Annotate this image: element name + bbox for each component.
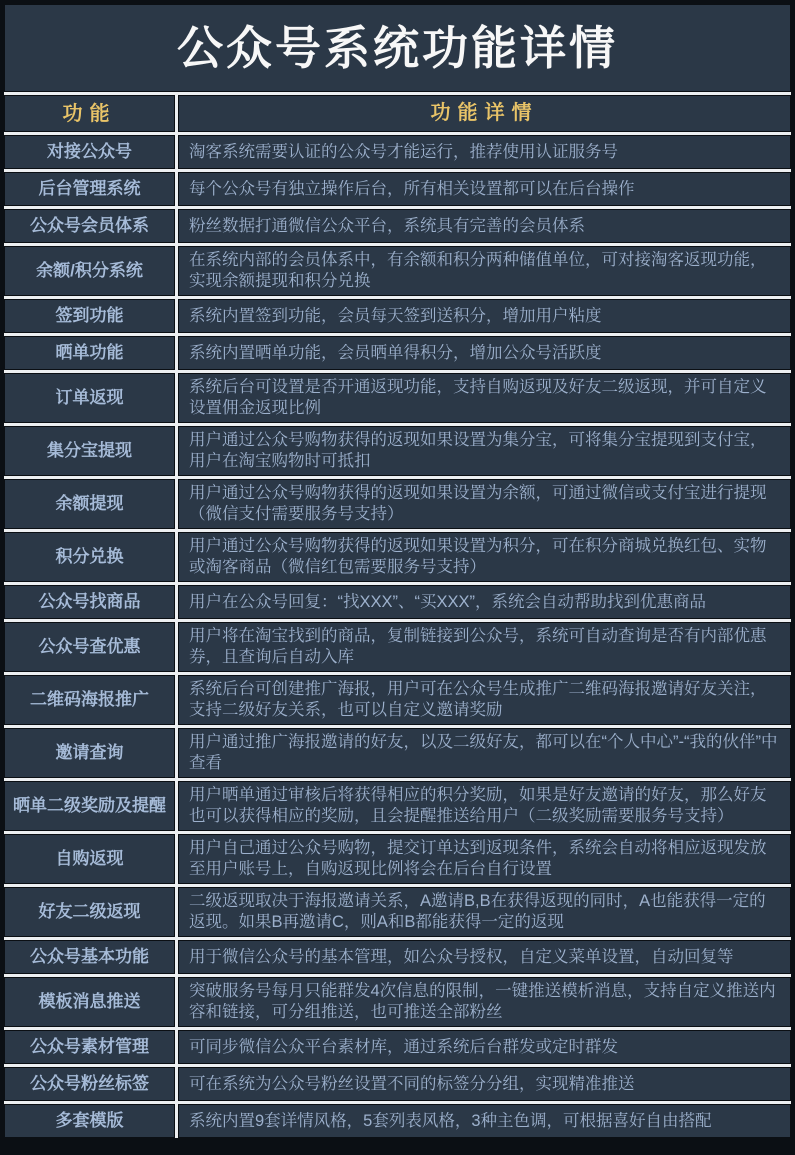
table-row xyxy=(4,373,791,423)
table-row xyxy=(4,728,791,778)
feature-cell: 余额提现 xyxy=(4,479,175,529)
detail-cell: 用户自己通过公众号购物，提交订单达到返现条件，系统会自动将相应返现发放至用户账号上，自购返现比例将会在后台自行设置 xyxy=(178,834,791,884)
detail-cell: 系统内置9套详情风格，5套列表风格，3种主色调，可根据喜好自由搭配 xyxy=(178,1104,791,1138)
table-header-row xyxy=(4,95,791,132)
feature-cell: 公众号粉丝标签 xyxy=(4,1067,175,1101)
table-row xyxy=(4,209,791,243)
table-row xyxy=(4,1067,791,1101)
detail-cell: 系统内置晒单功能，会员晒单得积分，增加公众号活跃度 xyxy=(178,336,791,370)
table-row xyxy=(4,977,791,1027)
detail-cell: 可在系统为公众号粉丝设置不同的标签分分组，实现精准推送 xyxy=(178,1067,791,1101)
detail-cell: 二级返现取决于海报邀请关系，A邀请B,B在获得返现的同时，A也能获得一定的返现。如果B再邀请C，则A和B都能获得一定的返现 xyxy=(178,887,791,937)
table-row xyxy=(4,887,791,937)
feature-cell: 公众号会员体系 xyxy=(4,209,175,243)
feature-cell: 公众号基本功能 xyxy=(4,940,175,974)
detail-cell: 系统后台可创建推广海报，用户可在公众号生成推广二维码海报邀请好友关注，支持二级好友关系，也可以自定义邀请奖励 xyxy=(178,675,791,725)
feature-cell: 积分兑换 xyxy=(4,532,175,582)
feature-cell: 后台管理系统 xyxy=(4,172,175,206)
table-row xyxy=(4,336,791,370)
table-row xyxy=(4,834,791,884)
detail-cell: 用户将在淘宝找到的商品，复制链接到公众号，系统可自动查询是否有内部优惠券，且查询后自动入库 xyxy=(178,622,791,672)
column-header-detail: 功能详情 xyxy=(178,95,791,132)
feature-cell: 自购返现 xyxy=(4,834,175,884)
feature-cell: 模板消息推送 xyxy=(4,977,175,1027)
feature-cell: 公众号素材管理 xyxy=(4,1030,175,1064)
feature-cell: 晒单功能 xyxy=(4,336,175,370)
table-row xyxy=(4,585,791,619)
table-row xyxy=(4,940,791,974)
detail-cell: 淘客系统需要认证的公众号才能运行，推荐使用认证服务号 xyxy=(178,135,791,169)
detail-cell: 用户在公众号回复：“找XXX”、“买XXX”，系统会自动帮助找到优惠商品 xyxy=(178,585,791,619)
table-row xyxy=(4,1104,791,1138)
feature-cell: 公众号查优惠 xyxy=(4,622,175,672)
detail-cell: 系统内置签到功能，会员每天签到送积分，增加用户粘度 xyxy=(178,299,791,333)
feature-cell: 订单返现 xyxy=(4,373,175,423)
table-row xyxy=(4,246,791,296)
detail-cell: 用户通过公众号购物获得的返现如果设置为集分宝，可将集分宝提现到支付宝，用户在淘宝购物时可抵扣 xyxy=(178,426,791,476)
detail-cell: 在系统内部的会员体系中，有余额和积分两种储值单位，可对接淘客返现功能，实现余额提现和积分兑换 xyxy=(178,246,791,296)
detail-cell: 突破服务号每月只能群发4次信息的限制，一键推送模析消息，支持自定义推送内容和链接，可分组推送，也可推送全部粉丝 xyxy=(178,977,791,1027)
detail-cell: 粉丝数据打通微信公众平台，系统具有完善的会员体系 xyxy=(178,209,791,243)
table-row xyxy=(4,135,791,169)
detail-cell: 用户通过公众号购物获得的返现如果设置为积分，可在积分商城兑换红包、实物或淘客商品（微信红包需要服务号支持） xyxy=(178,532,791,582)
table-row xyxy=(4,675,791,725)
table-row xyxy=(4,172,791,206)
feature-cell: 集分宝提现 xyxy=(4,426,175,476)
feature-cell: 余额/积分系统 xyxy=(4,246,175,296)
feature-cell: 签到功能 xyxy=(4,299,175,333)
page-title: 公众号系统功能详情 xyxy=(177,22,618,74)
table-row xyxy=(4,1030,791,1064)
column-header-feature: 功能 xyxy=(4,95,175,132)
feature-cell: 二维码海报推广 xyxy=(4,675,175,725)
detail-cell: 用户通过公众号购物获得的返现如果设置为余额，可通过微信或支付宝进行提现（微信支付需要服务号支持） xyxy=(178,479,791,529)
feature-cell: 好友二级返现 xyxy=(4,887,175,937)
table-row xyxy=(4,426,791,476)
feature-cell: 多套模版 xyxy=(4,1104,175,1138)
table-row xyxy=(4,781,791,831)
feature-cell: 公众号找商品 xyxy=(4,585,175,619)
table-row xyxy=(4,299,791,333)
detail-cell: 系统后台可设置是否开通返现功能，支持自购返现及好友二级返现，并可自定义设置佣金返现比例 xyxy=(178,373,791,423)
detail-cell: 用于微信公众号的基本管理，如公众号授权，自定义菜单设置，自动回复等 xyxy=(178,940,791,974)
feature-table xyxy=(4,4,791,1138)
table-row xyxy=(4,479,791,529)
title-banner xyxy=(4,4,791,92)
detail-cell: 每个公众号有独立操作后台，所有相关设置都可以在后台操作 xyxy=(178,172,791,206)
table-row xyxy=(4,622,791,672)
feature-cell: 对接公众号 xyxy=(4,135,175,169)
feature-cell: 晒单二级奖励及提醒 xyxy=(4,781,175,831)
table-row xyxy=(4,532,791,582)
detail-cell: 可同步微信公众平台素材库，通过系统后台群发或定时群发 xyxy=(178,1030,791,1064)
detail-cell: 用户通过推广海报邀请的好友，以及二级好友，都可以在“个人中心”-“我的伙伴”中查看 xyxy=(178,728,791,778)
feature-cell: 邀请查询 xyxy=(4,728,175,778)
detail-cell: 用户晒单通过审核后将获得相应的积分奖励，如果是好友邀请的好友，那么好友也可以获得相应的奖励，且会提醒推送给用户（二级奖励需要服务号支持） xyxy=(178,781,791,831)
